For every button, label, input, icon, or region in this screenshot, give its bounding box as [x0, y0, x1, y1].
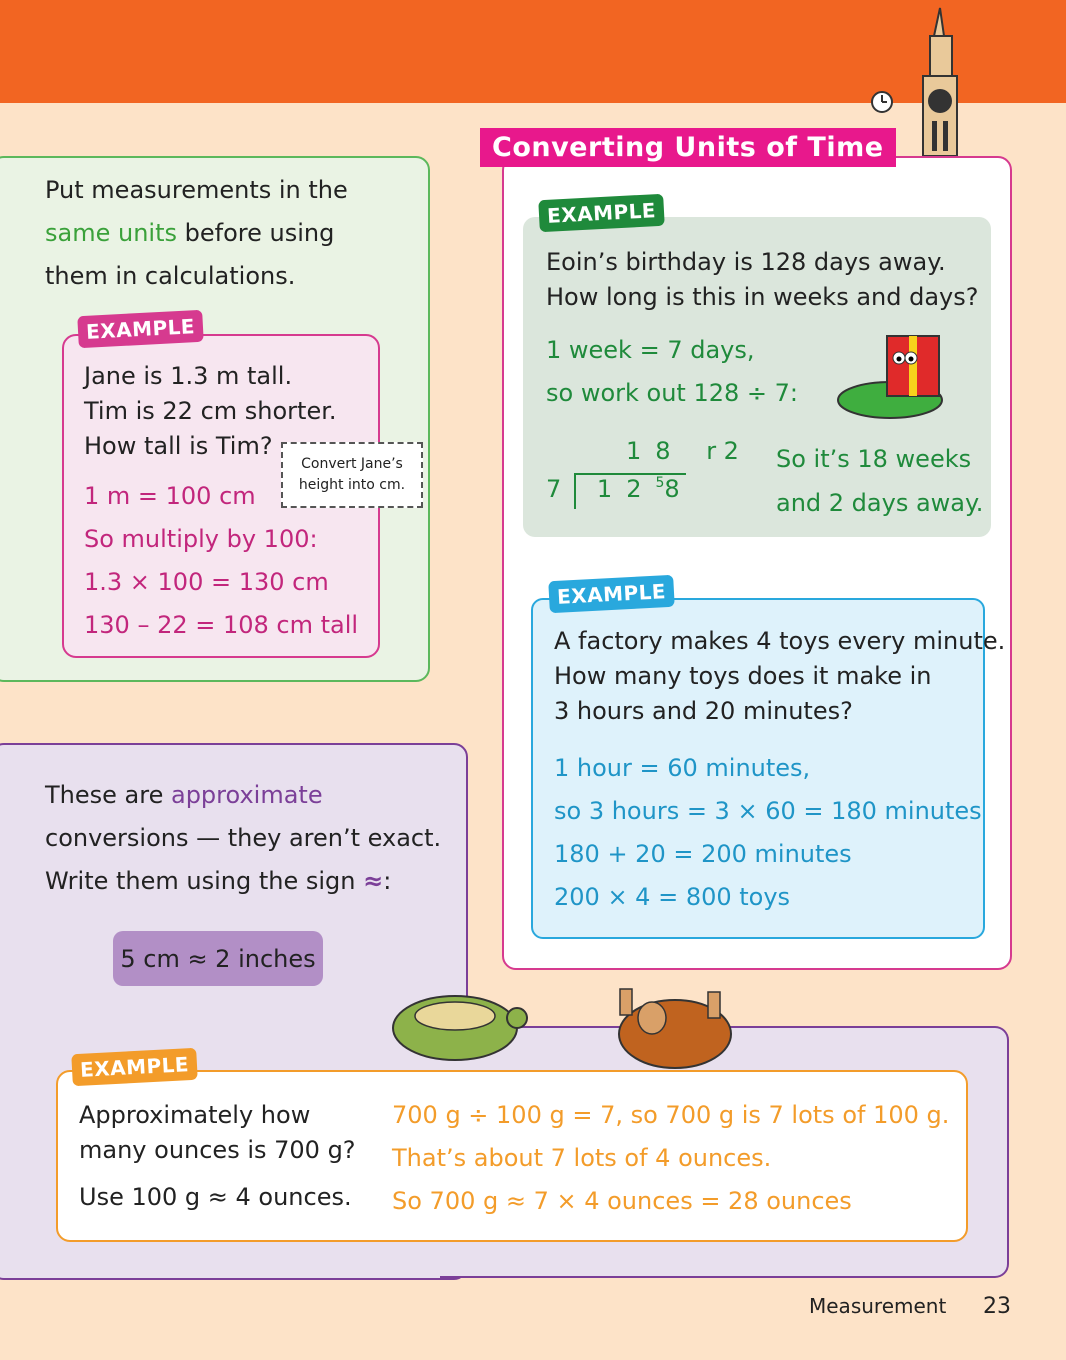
ounces-answer: 700 g ÷ 100 g = 7, so 700 g is 7 lots of 100 g. That’s about 7 lots of 4 ounces. So 700 g ≈ 7 × 4 ounces = 28 ounces	[392, 1101, 950, 1215]
same-units-text: Put measurements in the same units before using them in calculations.	[45, 176, 348, 290]
tortoise-illustration	[385, 988, 535, 1068]
height-question: Jane is 1.3 m tall. Tim is 22 cm shorter. How tall is Tim?	[84, 362, 337, 460]
approx-text: These are approximate conversions — they aren’t exact. Write them using the sign ≈:	[45, 781, 442, 895]
footer-section: Measurement	[809, 1294, 947, 1318]
approx-pill: 5 cm ≈ 2 inches	[113, 931, 323, 986]
days-answer: 1 week = 7 days, so work out 128 ÷ 7:	[546, 336, 798, 407]
ounces-question: Approximately how many ounces is 700 g?	[79, 1101, 356, 1164]
same-units-highlight: same units	[45, 219, 177, 247]
tortoise-illustration	[600, 984, 750, 1074]
hint-note: Convert Jane’s height into cm.	[281, 442, 423, 508]
example-tag: EXAMPLE	[77, 310, 204, 348]
division-dividend: 7 $12^58$	[546, 475, 694, 503]
toys-question: A factory makes 4 toys every minute. How many toys does it make in 3 hours and 20 minutes?	[554, 627, 1006, 725]
toys-answer: 1 hour = 60 minutes, so 3 hours = 3 × 60 = 180 minutes 180 + 20 = 200 minutes 200 × 4 = 800 toys	[554, 754, 982, 911]
example-tag: EXAMPLE	[71, 1048, 198, 1086]
present-illustration	[835, 328, 947, 420]
division-quotient: 18 r 2	[626, 437, 739, 465]
section-title: Converting Units of Time	[480, 128, 896, 167]
example-tag: EXAMPLE	[548, 575, 675, 613]
ounces-hint: Use 100 g ≈ 4 ounces.	[79, 1183, 352, 1211]
days-question: Eoin’s birthday is 128 days away. How long is this in weeks and days?	[546, 248, 979, 311]
days-result: So it’s 18 weeks and 2 days away.	[776, 445, 984, 517]
approx-sign: ≈	[363, 867, 384, 895]
approx-highlight: approximate	[170, 781, 323, 809]
height-answer: 1 m = 100 cm So multiply by 100: 1.3 × 100 = 130 cm 130 – 22 = 108 cm tall	[84, 482, 359, 639]
example-tag: EXAMPLE	[538, 194, 665, 232]
page-number: 23	[983, 1294, 1011, 1319]
